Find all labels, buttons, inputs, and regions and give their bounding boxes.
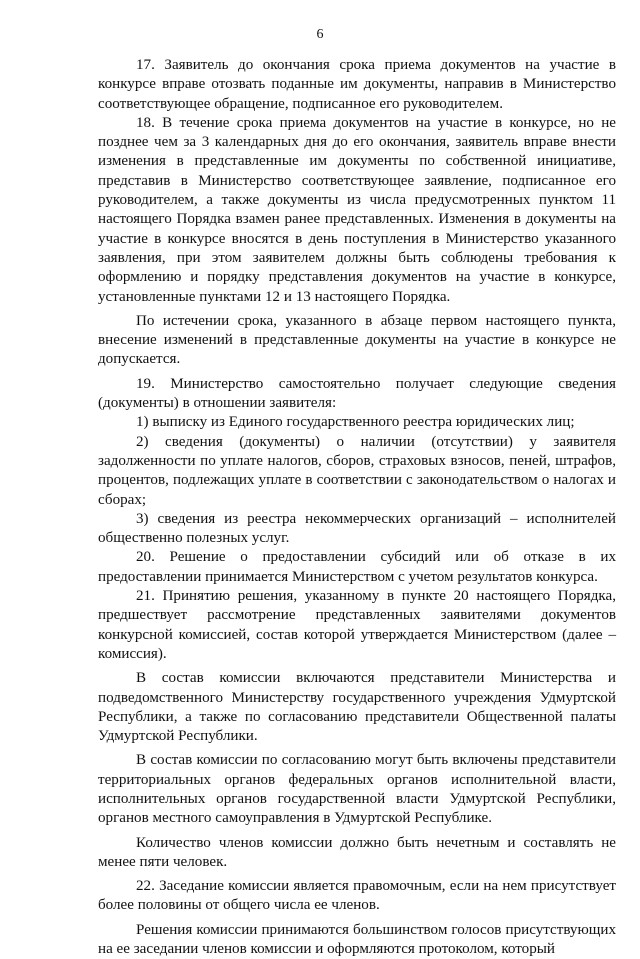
- paragraph-22: 22. Заседание комиссии является правомочным, если на нем присутствует более половины от общего числа ее членов.: [98, 878, 616, 914]
- paragraph-21: 21. Принятию решения, указанному в пункте 20 настоящего Порядка, предшествует рассмотрение представленных заявителями документов конкурсной комиссией, состав которой утверждается Министерством (далее – комиссия).: [98, 588, 616, 662]
- list-item-3: 3) сведения из реестра некоммерческих организаций – исполнителей общественно полезных услуг.: [98, 510, 616, 547]
- paragraph-18-expiry: По истечении срока, указанного в абзаце первом настоящего пункта, внесение изменений в представленные документы на участие в конкурсе не допускается.: [98, 312, 616, 368]
- paragraph-commission-size: Количество членов комиссии должно быть нечетным и составлять не менее пяти человек.: [98, 834, 616, 870]
- paragraph-20: 20. Решение о предоставлении субсидий или об отказе в их предоставлении принимается Министерством с учетом результатов конкурса.: [98, 549, 616, 585]
- paragraph-18: 18. В течение срока приема документов на участие в конкурсе, но не позднее чем за 3 календарных дня до его окончания, заявитель вправе внести изменения в представленные им документы по собственной инициативе, представив в Министерство соответствующее заявление, подписанное его руководителем, а также документы из числа предусмотренных пунктом 11 настоящего Порядка взамен ранее представленных. Изменения в документы на участие в конкурсе вносятся в день поступления в Министерство указанного заявления, при этом заявителем должны быть соблюдены требования к оформлению и порядку представления документов на участие в конкурсе, установленные пунктами 12 и 13 настоящего Порядка.: [98, 114, 616, 305]
- paragraph-commission-decisions: Решения комиссии принимаются большинством голосов присутствующих на ее заседании членов комиссии и оформляются протоколом, который: [98, 921, 616, 958]
- paragraph-commission-members: В состав комиссии включаются представители Министерства и подведомственного Министерству государственного учреждения Удмуртской Республики, а также по согласованию представители Общественной палаты Удмуртской Республики.: [98, 670, 616, 745]
- list-item-1: 1) выписку из Единого государственного реестра юридических лиц;: [136, 414, 575, 431]
- list-item-2: 2) сведения (документы) о наличии (отсутствии) у заявителя задолженности по уплате налогов, сборов, страховых взносов, пеней, штрафов, процентов, подлежащих уплате в соответствии с законодательством о налогах и сборах;: [98, 433, 616, 508]
- paragraph-19: 19. Министерство самостоятельно получает следующие сведения (документы) в отношении заявителя:: [98, 375, 616, 412]
- document-body: [98, 56, 616, 959]
- paragraph-commission-optional-members: В состав комиссии по согласованию могут быть включены представители территориальных органов федеральных органов исполнительной власти, исполнительных органов государственной власти Удмуртской Республики, органов местного самоуправления в Удмуртской Республике.: [98, 752, 616, 827]
- page-number: 6: [316, 27, 324, 42]
- paragraph-17: 17. Заявитель до окончания срока приема документов на участие в конкурсе вправе отозвать поданные им документы, направив в Министерство соответствующее обращение, подписанное его руководителем.: [98, 57, 616, 112]
